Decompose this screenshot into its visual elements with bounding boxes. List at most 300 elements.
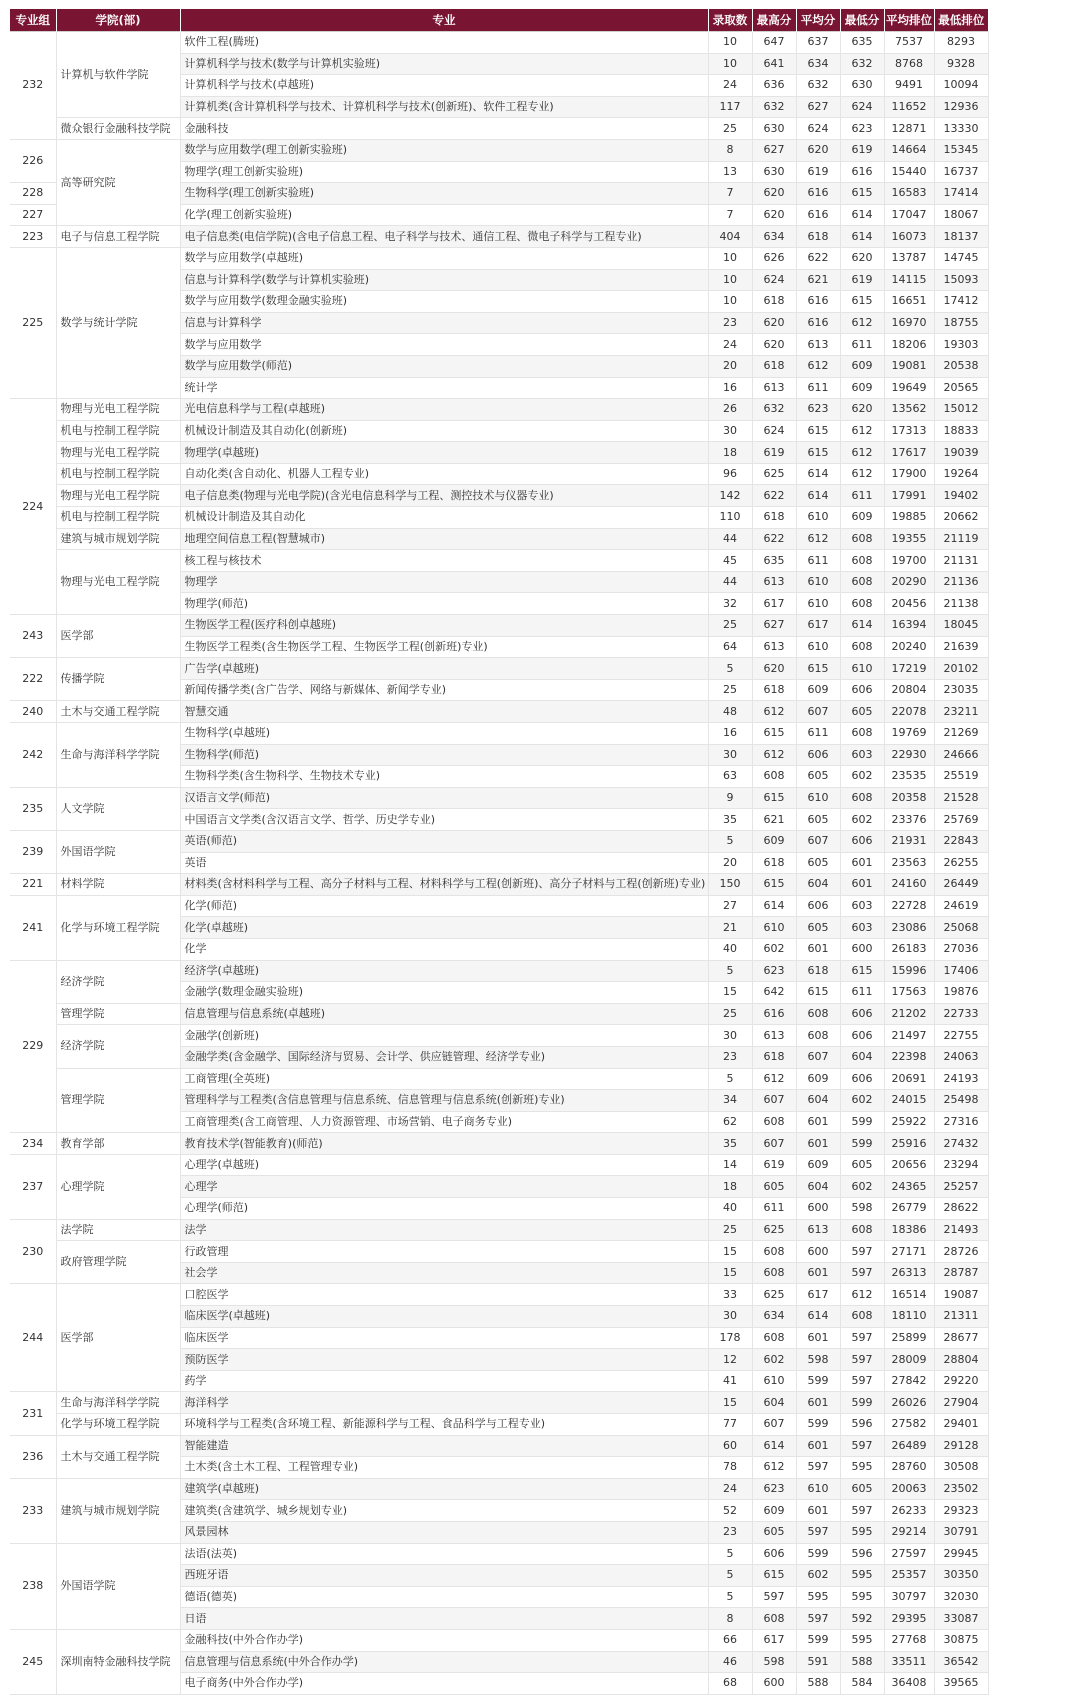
avg-score-cell: 602: [796, 1565, 840, 1587]
admitted-cell: 30: [708, 1025, 752, 1047]
max-score-cell: 615: [752, 787, 796, 809]
max-score-cell: 620: [752, 334, 796, 356]
admitted-cell: 25: [708, 679, 752, 701]
admitted-cell: 18: [708, 442, 752, 464]
avg-rank-cell: 24015: [884, 1090, 934, 1112]
avg-rank-cell: 17991: [884, 485, 934, 507]
college-cell: 经济学院: [56, 1025, 180, 1068]
avg-score-cell: 609: [796, 1154, 840, 1176]
min-score-cell: 598: [840, 1198, 884, 1220]
major-cell: 计算机科学与技术(数学与计算机实验班): [180, 53, 708, 75]
avg-score-cell: 622: [796, 247, 840, 269]
min-score-cell: 603: [840, 895, 884, 917]
min-score-cell: 595: [840, 1521, 884, 1543]
min-score-cell: 608: [840, 571, 884, 593]
group-id-cell: 221: [10, 874, 56, 896]
group-id-cell: 228: [10, 183, 56, 205]
avg-rank-cell: 26313: [884, 1262, 934, 1284]
table-row: [10, 1003, 988, 1025]
table-row: [10, 247, 988, 269]
admitted-cell: 60: [708, 1435, 752, 1457]
min-score-cell: 611: [840, 485, 884, 507]
max-score-cell: 608: [752, 1241, 796, 1263]
max-score-cell: 608: [752, 1608, 796, 1630]
max-score-cell: 607: [752, 1133, 796, 1155]
max-score-cell: 600: [752, 1673, 796, 1695]
min-rank-cell: 15345: [934, 139, 988, 161]
min-rank-cell: 18045: [934, 615, 988, 637]
admitted-cell: 13: [708, 161, 752, 183]
admitted-cell: 5: [708, 1543, 752, 1565]
college-cell: 建筑与城市规划学院: [56, 528, 180, 550]
min-score-cell: 606: [840, 830, 884, 852]
table-row: [10, 399, 988, 421]
group-id-cell: 240: [10, 701, 56, 723]
avg-score-cell: 615: [796, 442, 840, 464]
max-score-cell: 624: [752, 269, 796, 291]
college-cell: 传播学院: [56, 658, 180, 701]
avg-score-cell: 616: [796, 204, 840, 226]
max-score-cell: 611: [752, 1198, 796, 1220]
avg-score-cell: 605: [796, 852, 840, 874]
min-rank-cell: 28622: [934, 1198, 988, 1220]
major-cell: 智慧交通: [180, 701, 708, 723]
min-rank-cell: 28677: [934, 1327, 988, 1349]
min-rank-cell: 18833: [934, 420, 988, 442]
avg-rank-cell: 24365: [884, 1176, 934, 1198]
avg-score-cell: 597: [796, 1521, 840, 1543]
admitted-cell: 41: [708, 1370, 752, 1392]
major-cell: 光电信息科学与工程(卓越班): [180, 399, 708, 421]
avg-rank-cell: 21931: [884, 830, 934, 852]
max-score-cell: 615: [752, 723, 796, 745]
college-cell: 建筑与城市规划学院: [56, 1478, 180, 1543]
avg-rank-cell: 19769: [884, 723, 934, 745]
min-rank-cell: 25519: [934, 766, 988, 788]
group-id-cell: 224: [10, 399, 56, 615]
min-score-cell: 605: [840, 701, 884, 723]
min-rank-cell: 32030: [934, 1586, 988, 1608]
table-row: [10, 1392, 988, 1414]
min-score-cell: 597: [840, 1370, 884, 1392]
min-rank-cell: 19303: [934, 334, 988, 356]
major-cell: 日语: [180, 1608, 708, 1630]
table-row: [10, 1068, 988, 1090]
min-score-cell: 600: [840, 938, 884, 960]
college-cell: 电子与信息工程学院: [56, 226, 180, 248]
avg-score-cell: 610: [796, 636, 840, 658]
max-score-cell: 632: [752, 399, 796, 421]
admitted-cell: 26: [708, 399, 752, 421]
avg-rank-cell: 28760: [884, 1457, 934, 1479]
avg-score-cell: 606: [796, 895, 840, 917]
avg-rank-cell: 20240: [884, 636, 934, 658]
min-score-cell: 595: [840, 1629, 884, 1651]
admitted-cell: 16: [708, 723, 752, 745]
avg-score-cell: 600: [796, 1241, 840, 1263]
admitted-cell: 33: [708, 1284, 752, 1306]
max-score-cell: 609: [752, 830, 796, 852]
group-id-cell: 239: [10, 830, 56, 873]
header-min-rank: 最低排位: [934, 9, 988, 32]
min-rank-cell: 29945: [934, 1543, 988, 1565]
min-rank-cell: 24619: [934, 895, 988, 917]
max-score-cell: 621: [752, 809, 796, 831]
admitted-cell: 10: [708, 247, 752, 269]
min-score-cell: 612: [840, 420, 884, 442]
admitted-cell: 23: [708, 1521, 752, 1543]
college-cell: 教育学部: [56, 1133, 180, 1155]
min-score-cell: 597: [840, 1500, 884, 1522]
major-cell: 德语(德英): [180, 1586, 708, 1608]
college-cell: 外国语学院: [56, 830, 180, 873]
major-cell: 金融学类(含金融学、国际经济与贸易、会计学、供应链管理、经济学专业): [180, 1046, 708, 1068]
admitted-cell: 25: [708, 1003, 752, 1025]
max-score-cell: 612: [752, 701, 796, 723]
avg-rank-cell: 16073: [884, 226, 934, 248]
min-score-cell: 599: [840, 1111, 884, 1133]
major-cell: 建筑学(卓越班): [180, 1478, 708, 1500]
admitted-cell: 5: [708, 1068, 752, 1090]
major-cell: 风景园林: [180, 1521, 708, 1543]
min-rank-cell: 27316: [934, 1111, 988, 1133]
major-cell: 物理学: [180, 571, 708, 593]
admitted-cell: 10: [708, 32, 752, 54]
major-cell: 信息管理与信息系统(中外合作办学): [180, 1651, 708, 1673]
avg-score-cell: 637: [796, 32, 840, 54]
major-cell: 数学与应用数学(卓越班): [180, 247, 708, 269]
group-id-cell: 235: [10, 787, 56, 830]
avg-rank-cell: 22398: [884, 1046, 934, 1068]
min-score-cell: 597: [840, 1327, 884, 1349]
admitted-cell: 20: [708, 355, 752, 377]
major-cell: 化学(师范): [180, 895, 708, 917]
admitted-cell: 15: [708, 1241, 752, 1263]
min-rank-cell: 22843: [934, 830, 988, 852]
max-score-cell: 617: [752, 593, 796, 615]
major-cell: 海洋科学: [180, 1392, 708, 1414]
avg-score-cell: 632: [796, 75, 840, 97]
avg-score-cell: 610: [796, 1478, 840, 1500]
max-score-cell: 608: [752, 1327, 796, 1349]
min-rank-cell: 16737: [934, 161, 988, 183]
min-score-cell: 619: [840, 269, 884, 291]
avg-score-cell: 615: [796, 658, 840, 680]
avg-score-cell: 618: [796, 226, 840, 248]
avg-rank-cell: 25357: [884, 1565, 934, 1587]
avg-score-cell: 621: [796, 269, 840, 291]
admitted-cell: 15: [708, 982, 752, 1004]
min-score-cell: 592: [840, 1608, 884, 1630]
avg-score-cell: 617: [796, 1284, 840, 1306]
avg-score-cell: 601: [796, 1435, 840, 1457]
table-row: [10, 895, 988, 917]
admitted-cell: 142: [708, 485, 752, 507]
major-cell: 生物医学工程(医疗科创卓越班): [180, 615, 708, 637]
major-cell: 金融科技(中外合作办学): [180, 1629, 708, 1651]
min-score-cell: 595: [840, 1586, 884, 1608]
min-rank-cell: 14745: [934, 247, 988, 269]
avg-score-cell: 613: [796, 1219, 840, 1241]
max-score-cell: 610: [752, 1370, 796, 1392]
max-score-cell: 602: [752, 1349, 796, 1371]
max-score-cell: 613: [752, 571, 796, 593]
min-score-cell: 609: [840, 377, 884, 399]
major-cell: 土木类(含土木工程、工程管理专业): [180, 1457, 708, 1479]
group-id-cell: 229: [10, 960, 56, 1133]
college-cell: 深圳南特金融科技学院: [56, 1629, 180, 1694]
avg-score-cell: 623: [796, 399, 840, 421]
min-score-cell: 608: [840, 593, 884, 615]
avg-rank-cell: 19885: [884, 507, 934, 529]
min-score-cell: 620: [840, 399, 884, 421]
max-score-cell: 613: [752, 636, 796, 658]
admitted-cell: 30: [708, 1306, 752, 1328]
major-cell: 预防医学: [180, 1349, 708, 1371]
min-score-cell: 606: [840, 1068, 884, 1090]
major-cell: 经济学(卓越班): [180, 960, 708, 982]
min-rank-cell: 19087: [934, 1284, 988, 1306]
avg-score-cell: 605: [796, 809, 840, 831]
group-id-cell: 238: [10, 1543, 56, 1629]
min-rank-cell: 13330: [934, 118, 988, 140]
admitted-cell: 25: [708, 1219, 752, 1241]
min-score-cell: 616: [840, 161, 884, 183]
avg-rank-cell: 26183: [884, 938, 934, 960]
avg-score-cell: 610: [796, 507, 840, 529]
avg-score-cell: 605: [796, 917, 840, 939]
min-score-cell: 596: [840, 1414, 884, 1436]
min-rank-cell: 25257: [934, 1176, 988, 1198]
avg-rank-cell: 18386: [884, 1219, 934, 1241]
min-score-cell: 602: [840, 809, 884, 831]
college-cell: 政府管理学院: [56, 1241, 180, 1284]
max-score-cell: 612: [752, 1457, 796, 1479]
group-id-cell: 223: [10, 226, 56, 248]
avg-score-cell: 588: [796, 1673, 840, 1695]
min-rank-cell: 19402: [934, 485, 988, 507]
avg-score-cell: 627: [796, 96, 840, 118]
avg-score-cell: 614: [796, 1306, 840, 1328]
max-score-cell: 619: [752, 442, 796, 464]
admitted-cell: 5: [708, 658, 752, 680]
max-score-cell: 618: [752, 355, 796, 377]
avg-score-cell: 600: [796, 1198, 840, 1220]
avg-rank-cell: 14664: [884, 139, 934, 161]
min-rank-cell: 21131: [934, 550, 988, 572]
major-cell: 核工程与核技术: [180, 550, 708, 572]
avg-score-cell: 606: [796, 744, 840, 766]
avg-rank-cell: 17900: [884, 463, 934, 485]
table-row: [10, 1543, 988, 1565]
table-row: [10, 485, 988, 507]
admitted-cell: 23: [708, 312, 752, 334]
college-cell: 计算机与软件学院: [56, 32, 180, 118]
min-score-cell: 623: [840, 118, 884, 140]
max-score-cell: 604: [752, 1392, 796, 1414]
avg-rank-cell: 18206: [884, 334, 934, 356]
table-row: [10, 1154, 988, 1176]
min-rank-cell: 21639: [934, 636, 988, 658]
major-cell: 化学(理工创新实验班): [180, 204, 708, 226]
max-score-cell: 630: [752, 161, 796, 183]
max-score-cell: 609: [752, 1500, 796, 1522]
max-score-cell: 606: [752, 1543, 796, 1565]
min-rank-cell: 26255: [934, 852, 988, 874]
avg-score-cell: 599: [796, 1629, 840, 1651]
major-cell: 心理学(师范): [180, 1198, 708, 1220]
admitted-cell: 5: [708, 960, 752, 982]
avg-rank-cell: 25922: [884, 1111, 934, 1133]
admitted-cell: 27: [708, 895, 752, 917]
min-score-cell: 612: [840, 442, 884, 464]
major-cell: 临床医学: [180, 1327, 708, 1349]
min-rank-cell: 19039: [934, 442, 988, 464]
max-score-cell: 619: [752, 1154, 796, 1176]
max-score-cell: 618: [752, 291, 796, 313]
max-score-cell: 647: [752, 32, 796, 54]
min-score-cell: 610: [840, 658, 884, 680]
group-id-cell: 241: [10, 895, 56, 960]
min-rank-cell: 21528: [934, 787, 988, 809]
major-cell: 生物科学(师范): [180, 744, 708, 766]
min-score-cell: 615: [840, 183, 884, 205]
avg-rank-cell: 16651: [884, 291, 934, 313]
college-cell: 化学与环境工程学院: [56, 1414, 180, 1436]
min-rank-cell: 17412: [934, 291, 988, 313]
min-score-cell: 606: [840, 1025, 884, 1047]
max-score-cell: 610: [752, 917, 796, 939]
min-rank-cell: 27904: [934, 1392, 988, 1414]
avg-rank-cell: 20063: [884, 1478, 934, 1500]
major-cell: 汉语言文学(师范): [180, 787, 708, 809]
min-rank-cell: 21138: [934, 593, 988, 615]
major-cell: 数学与应用数学: [180, 334, 708, 356]
admitted-cell: 44: [708, 571, 752, 593]
min-score-cell: 602: [840, 1090, 884, 1112]
admitted-cell: 34: [708, 1090, 752, 1112]
avg-rank-cell: 21497: [884, 1025, 934, 1047]
admitted-cell: 62: [708, 1111, 752, 1133]
avg-rank-cell: 28009: [884, 1349, 934, 1371]
college-cell: 生命与海洋科学学院: [56, 723, 180, 788]
admitted-cell: 10: [708, 291, 752, 313]
admitted-cell: 12: [708, 1349, 752, 1371]
admitted-cell: 15: [708, 1262, 752, 1284]
max-score-cell: 615: [752, 1565, 796, 1587]
group-id-cell: 230: [10, 1219, 56, 1284]
min-rank-cell: 23502: [934, 1478, 988, 1500]
max-score-cell: 624: [752, 420, 796, 442]
major-cell: 心理学(卓越班): [180, 1154, 708, 1176]
max-score-cell: 612: [752, 1068, 796, 1090]
major-cell: 数学与应用数学(师范): [180, 355, 708, 377]
min-score-cell: 635: [840, 32, 884, 54]
table-row: [10, 615, 988, 637]
avg-rank-cell: 27842: [884, 1370, 934, 1392]
min-rank-cell: 15012: [934, 399, 988, 421]
avg-score-cell: 597: [796, 1457, 840, 1479]
avg-rank-cell: 22930: [884, 744, 934, 766]
admitted-cell: 30: [708, 744, 752, 766]
avg-rank-cell: 17313: [884, 420, 934, 442]
min-score-cell: 605: [840, 1154, 884, 1176]
avg-score-cell: 607: [796, 1046, 840, 1068]
max-score-cell: 617: [752, 1629, 796, 1651]
min-score-cell: 632: [840, 53, 884, 75]
college-cell: 物理与光电工程学院: [56, 442, 180, 464]
admitted-cell: 10: [708, 53, 752, 75]
admitted-cell: 40: [708, 938, 752, 960]
major-cell: 机械设计制造及其自动化(创新班): [180, 420, 708, 442]
avg-score-cell: 613: [796, 334, 840, 356]
avg-rank-cell: 33511: [884, 1651, 934, 1673]
max-score-cell: 613: [752, 1025, 796, 1047]
major-cell: 信息与计算科学: [180, 312, 708, 334]
group-id-cell: 232: [10, 32, 56, 140]
min-rank-cell: 12936: [934, 96, 988, 118]
college-cell: 管理学院: [56, 1068, 180, 1133]
admitted-cell: 63: [708, 766, 752, 788]
min-score-cell: 601: [840, 874, 884, 896]
admitted-cell: 404: [708, 226, 752, 248]
max-score-cell: 598: [752, 1651, 796, 1673]
avg-rank-cell: 9491: [884, 75, 934, 97]
avg-rank-cell: 15996: [884, 960, 934, 982]
avg-score-cell: 599: [796, 1543, 840, 1565]
avg-score-cell: 614: [796, 463, 840, 485]
major-cell: 机械设计制造及其自动化: [180, 507, 708, 529]
min-rank-cell: 24063: [934, 1046, 988, 1068]
college-cell: 机电与控制工程学院: [56, 420, 180, 442]
avg-score-cell: 618: [796, 960, 840, 982]
max-score-cell: 632: [752, 96, 796, 118]
major-cell: 统计学: [180, 377, 708, 399]
major-cell: 社会学: [180, 1262, 708, 1284]
avg-score-cell: 617: [796, 615, 840, 637]
avg-score-cell: 610: [796, 787, 840, 809]
avg-score-cell: 601: [796, 1262, 840, 1284]
max-score-cell: 636: [752, 75, 796, 97]
major-cell: 物理学(理工创新实验班): [180, 161, 708, 183]
min-rank-cell: 21311: [934, 1306, 988, 1328]
avg-rank-cell: 15440: [884, 161, 934, 183]
college-cell: 法学院: [56, 1219, 180, 1241]
avg-score-cell: 601: [796, 938, 840, 960]
avg-score-cell: 609: [796, 1068, 840, 1090]
table-header-row: [10, 9, 988, 32]
admitted-cell: 96: [708, 463, 752, 485]
avg-rank-cell: 20804: [884, 679, 934, 701]
table-row: [10, 874, 988, 896]
max-score-cell: 625: [752, 1219, 796, 1241]
min-score-cell: 614: [840, 615, 884, 637]
min-score-cell: 614: [840, 226, 884, 248]
college-cell: 机电与控制工程学院: [56, 463, 180, 485]
major-cell: 行政管理: [180, 1241, 708, 1263]
max-score-cell: 614: [752, 895, 796, 917]
min-rank-cell: 17406: [934, 960, 988, 982]
min-rank-cell: 20102: [934, 658, 988, 680]
avg-rank-cell: 16583: [884, 183, 934, 205]
min-score-cell: 608: [840, 1306, 884, 1328]
admitted-cell: 24: [708, 1478, 752, 1500]
max-score-cell: 613: [752, 377, 796, 399]
college-cell: 生命与海洋科学学院: [56, 1392, 180, 1414]
major-cell: 西班牙语: [180, 1565, 708, 1587]
avg-score-cell: 619: [796, 161, 840, 183]
min-rank-cell: 10094: [934, 75, 988, 97]
